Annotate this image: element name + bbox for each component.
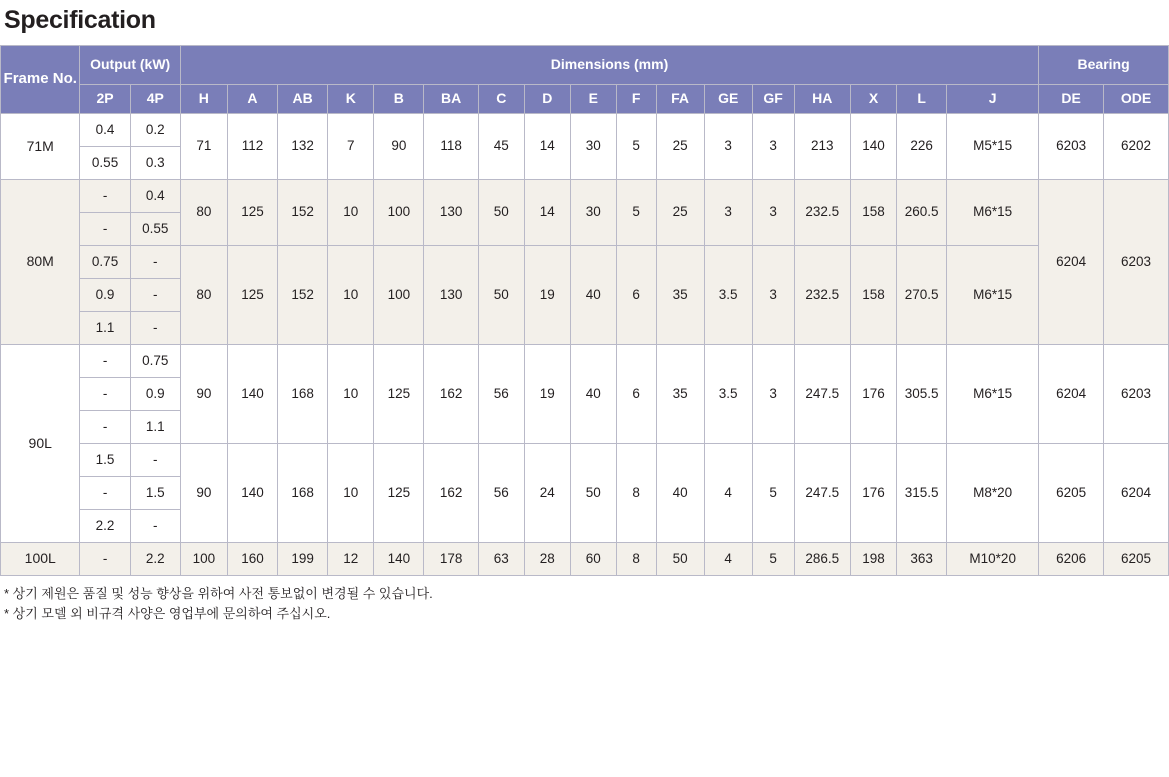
cell-dim-gf: 3 [752,180,794,246]
cell-dim-ab: 152 [278,246,328,345]
cell-dim-ab: 168 [278,345,328,444]
cell-output-2p: - [80,213,130,246]
cell-dim-j: M6*15 [947,246,1039,345]
cell-dim-ba: 162 [424,444,478,543]
cell-dim-k: 10 [328,180,374,246]
cell-dim-f: 5 [616,180,656,246]
cell-dim-gf: 3 [752,345,794,444]
table-body [1,114,1169,576]
cell-bearing-de: 6204 [1039,345,1104,444]
cell-frame-no: 90L [1,345,80,543]
cell-output-4p: 0.3 [130,147,180,180]
column-subheader-ge: GE [704,85,752,114]
cell-dim-k: 7 [328,114,374,180]
specification-table [0,45,1169,576]
cell-dim-a: 140 [227,345,277,444]
cell-dim-ge: 3.5 [704,345,752,444]
note-line: * 상기 제원은 품질 및 성능 향상을 위하여 사전 통보없이 변경될 수 있습니다. [4,586,433,601]
cell-output-4p: 0.55 [130,213,180,246]
cell-dim-x: 176 [851,345,897,444]
cell-frame-no: 100L [1,543,80,576]
cell-dim-e: 40 [570,246,616,345]
column-subheader-ab: AB [278,85,328,114]
cell-output-4p: 1.1 [130,411,180,444]
cell-dim-d: 28 [524,543,570,576]
cell-output-2p: 1.5 [80,444,130,477]
cell-output-2p: 2.2 [80,510,130,543]
cell-dim-k: 10 [328,345,374,444]
table-row [1,345,1169,378]
column-subheader-l: L [897,85,947,114]
cell-dim-ge: 3.5 [704,246,752,345]
cell-dim-d: 14 [524,180,570,246]
table-row [1,444,1169,477]
cell-bearing-ode: 6205 [1104,543,1169,576]
sub-header-row [1,85,1169,114]
table-row [1,180,1169,213]
cell-dim-fa: 35 [656,246,704,345]
cell-dim-k: 12 [328,543,374,576]
cell-output-4p: 0.9 [130,378,180,411]
cell-frame-no: 80M [1,180,80,345]
note-line: * 상기 모델 외 비규격 사양은 영업부에 문의하여 주십시오. [4,606,331,622]
cell-dim-c: 45 [478,114,524,180]
cell-bearing-de: 6204 [1039,180,1104,345]
cell-dim-a: 112 [227,114,277,180]
column-subheader-ode: ODE [1104,85,1169,114]
cell-dim-j: M6*15 [947,345,1039,444]
column-subheader-4p: 4P [130,85,180,114]
cell-dim-ge: 4 [704,543,752,576]
cell-dim-fa: 40 [656,444,704,543]
column-header-output: Output (kW) [80,46,180,85]
cell-dim-b: 90 [374,114,424,180]
cell-dim-l: 315.5 [897,444,947,543]
cell-dim-b: 125 [374,444,424,543]
cell-dim-h: 80 [180,180,227,246]
column-header-frame-no: Frame No. [1,46,80,114]
cell-dim-e: 60 [570,543,616,576]
cell-dim-c: 56 [478,444,524,543]
column-subheader-h: H [180,85,227,114]
cell-dim-gf: 3 [752,246,794,345]
cell-bearing-ode: 6202 [1104,114,1169,180]
cell-dim-f: 6 [616,345,656,444]
cell-dim-h: 71 [180,114,227,180]
cell-output-2p: 1.1 [80,312,130,345]
cell-bearing-de: 6203 [1039,114,1104,180]
cell-output-2p: - [80,543,130,576]
cell-dim-ha: 286.5 [794,543,850,576]
cell-output-4p: - [130,444,180,477]
cell-dim-b: 100 [374,180,424,246]
table-head [1,46,1169,114]
cell-dim-ha: 213 [794,114,850,180]
cell-dim-e: 40 [570,345,616,444]
cell-dim-e: 50 [570,444,616,543]
cell-bearing-ode: 6203 [1104,180,1169,345]
cell-dim-ab: 199 [278,543,328,576]
cell-dim-ha: 247.5 [794,444,850,543]
cell-output-2p: 0.9 [80,279,130,312]
cell-output-2p: 0.75 [80,246,130,279]
cell-dim-ge: 3 [704,114,752,180]
cell-output-2p: - [80,411,130,444]
cell-dim-j: M6*15 [947,180,1039,246]
cell-frame-no: 71M [1,114,80,180]
cell-dim-e: 30 [570,114,616,180]
cell-dim-ge: 4 [704,444,752,543]
cell-dim-a: 160 [227,543,277,576]
cell-dim-x: 158 [851,246,897,345]
cell-dim-l: 260.5 [897,180,947,246]
cell-dim-l: 305.5 [897,345,947,444]
cell-output-4p: - [130,312,180,345]
cell-output-4p: 0.2 [130,114,180,147]
cell-bearing-ode: 6204 [1104,444,1169,543]
page-title: Specification [4,6,156,34]
cell-dim-a: 125 [227,246,277,345]
cell-dim-fa: 25 [656,114,704,180]
column-subheader-gf: GF [752,85,794,114]
cell-dim-k: 10 [328,444,374,543]
cell-dim-ba: 178 [424,543,478,576]
column-subheader-f: F [616,85,656,114]
cell-dim-a: 140 [227,444,277,543]
cell-dim-d: 19 [524,246,570,345]
cell-output-2p: - [80,180,130,213]
notes-block [0,576,1169,624]
cell-dim-ab: 152 [278,180,328,246]
cell-dim-k: 10 [328,246,374,345]
column-header-dimensions: Dimensions (mm) [180,46,1038,85]
cell-dim-ha: 232.5 [794,180,850,246]
cell-dim-b: 140 [374,543,424,576]
cell-dim-ba: 130 [424,180,478,246]
cell-dim-fa: 35 [656,345,704,444]
cell-dim-e: 30 [570,180,616,246]
cell-dim-l: 226 [897,114,947,180]
cell-dim-ba: 118 [424,114,478,180]
cell-dim-h: 90 [180,444,227,543]
cell-output-2p: 0.55 [80,147,130,180]
column-subheader-2p: 2P [80,85,130,114]
cell-output-4p: 0.4 [130,180,180,213]
column-subheader-a: A [227,85,277,114]
cell-output-4p: 2.2 [130,543,180,576]
cell-dim-gf: 5 [752,444,794,543]
cell-dim-h: 80 [180,246,227,345]
cell-dim-a: 125 [227,180,277,246]
cell-dim-gf: 5 [752,543,794,576]
column-subheader-d: D [524,85,570,114]
table-row [1,114,1169,147]
column-subheader-ha: HA [794,85,850,114]
column-subheader-b: B [374,85,424,114]
cell-dim-ha: 247.5 [794,345,850,444]
cell-output-4p: - [130,510,180,543]
cell-output-4p: 1.5 [130,477,180,510]
cell-dim-f: 8 [616,543,656,576]
column-subheader-de: DE [1039,85,1104,114]
cell-dim-ab: 168 [278,444,328,543]
cell-output-2p: 0.4 [80,114,130,147]
cell-dim-h: 90 [180,345,227,444]
column-subheader-j: J [947,85,1039,114]
cell-dim-gf: 3 [752,114,794,180]
cell-dim-j: M10*20 [947,543,1039,576]
cell-dim-h: 100 [180,543,227,576]
cell-dim-b: 100 [374,246,424,345]
cell-dim-f: 8 [616,444,656,543]
column-subheader-e: E [570,85,616,114]
cell-output-4p: - [130,246,180,279]
cell-dim-fa: 50 [656,543,704,576]
cell-dim-ba: 130 [424,246,478,345]
cell-output-2p: - [80,345,130,378]
column-subheader-x: X [851,85,897,114]
cell-dim-j: M8*20 [947,444,1039,543]
cell-bearing-de: 6205 [1039,444,1104,543]
cell-output-2p: - [80,378,130,411]
column-subheader-c: C [478,85,524,114]
cell-dim-d: 14 [524,114,570,180]
cell-dim-x: 176 [851,444,897,543]
cell-dim-f: 5 [616,114,656,180]
cell-dim-l: 270.5 [897,246,947,345]
cell-output-4p: 0.75 [130,345,180,378]
cell-dim-x: 198 [851,543,897,576]
cell-bearing-ode: 6203 [1104,345,1169,444]
cell-dim-f: 6 [616,246,656,345]
cell-dim-c: 50 [478,180,524,246]
cell-dim-c: 56 [478,345,524,444]
column-header-bearing: Bearing [1039,46,1169,85]
cell-dim-ab: 132 [278,114,328,180]
cell-dim-x: 140 [851,114,897,180]
cell-dim-ba: 162 [424,345,478,444]
column-subheader-fa: FA [656,85,704,114]
cell-dim-b: 125 [374,345,424,444]
column-subheader-k: K [328,85,374,114]
column-subheader-ba: BA [424,85,478,114]
table-row [1,246,1169,279]
cell-dim-x: 158 [851,180,897,246]
cell-output-2p: - [80,477,130,510]
cell-dim-c: 50 [478,246,524,345]
cell-dim-d: 19 [524,345,570,444]
cell-dim-ha: 232.5 [794,246,850,345]
table-row [1,543,1169,576]
cell-dim-ge: 3 [704,180,752,246]
cell-bearing-de: 6206 [1039,543,1104,576]
cell-dim-fa: 25 [656,180,704,246]
cell-dim-d: 24 [524,444,570,543]
cell-dim-j: M5*15 [947,114,1039,180]
cell-dim-c: 63 [478,543,524,576]
cell-dim-l: 363 [897,543,947,576]
cell-output-4p: - [130,279,180,312]
